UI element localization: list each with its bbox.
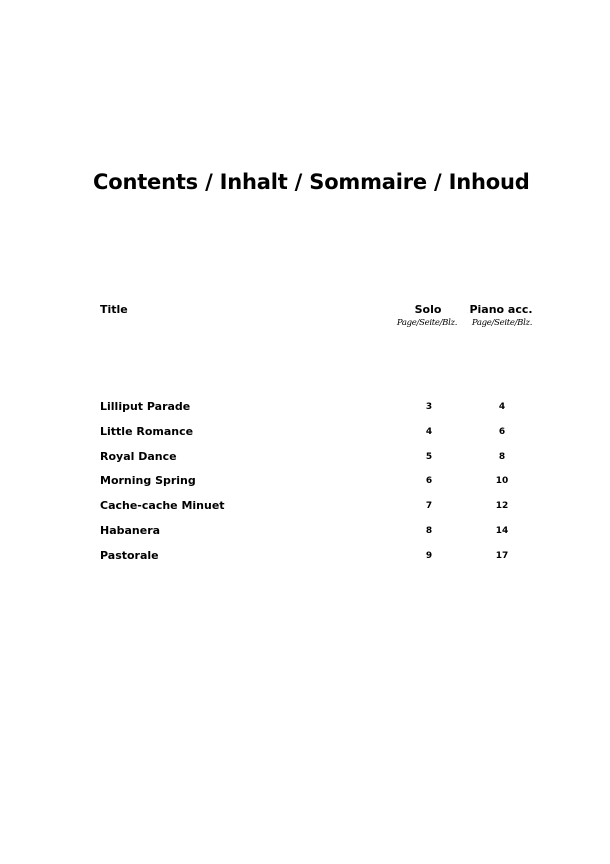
toc-row: [0, 400, 610, 425]
toc-row: [0, 549, 610, 574]
toc-row-piano-page: 8: [498, 451, 506, 462]
piano-column-subheader: Page/Seite/Blz.: [471, 318, 533, 328]
solo-column-subheader: Page/Seite/Blz.: [396, 318, 458, 328]
toc-row-title: Little Romance: [100, 424, 194, 438]
toc-row-piano-page: 14: [495, 525, 509, 536]
toc-row-solo-page: 3: [425, 402, 433, 412]
toc-row-title: Pastorale: [100, 548, 159, 562]
toc-row-solo-page: 9: [425, 550, 433, 561]
toc-row: [0, 499, 610, 524]
page-title: Contents / Inhalt / Sommaire / Inhoud: [93, 170, 530, 194]
toc-row: [0, 474, 610, 499]
toc-row-title: Cache-cache Minuet: [100, 499, 225, 513]
toc-row-piano-page: 10: [495, 476, 509, 487]
toc-row: [0, 524, 610, 549]
toc-row-piano-page: 12: [495, 501, 509, 512]
solo-column-header: Solo: [414, 303, 442, 316]
toc-row-title: Lilliput Parade: [100, 400, 191, 413]
toc-row-piano-page: 17: [495, 550, 509, 561]
toc-row-solo-page: 4: [425, 426, 433, 437]
toc-row-solo-page: 7: [425, 501, 433, 512]
toc-row: [0, 450, 610, 475]
toc-row: [0, 425, 610, 450]
toc-row-solo-page: 6: [425, 476, 433, 487]
toc-row-title: Morning Spring: [100, 474, 196, 488]
toc-row-piano-page: 4: [498, 402, 506, 412]
toc-row-solo-page: 8: [425, 525, 433, 536]
toc-list: [0, 400, 610, 574]
toc-row-title: Royal Dance: [100, 449, 177, 463]
toc-row-solo-page: 5: [425, 451, 433, 462]
piano-column-header: Piano acc.: [469, 303, 533, 316]
toc-row-title: Habanera: [100, 523, 161, 537]
title-column-header: Title: [100, 303, 128, 316]
toc-row-piano-page: 6: [498, 426, 506, 437]
